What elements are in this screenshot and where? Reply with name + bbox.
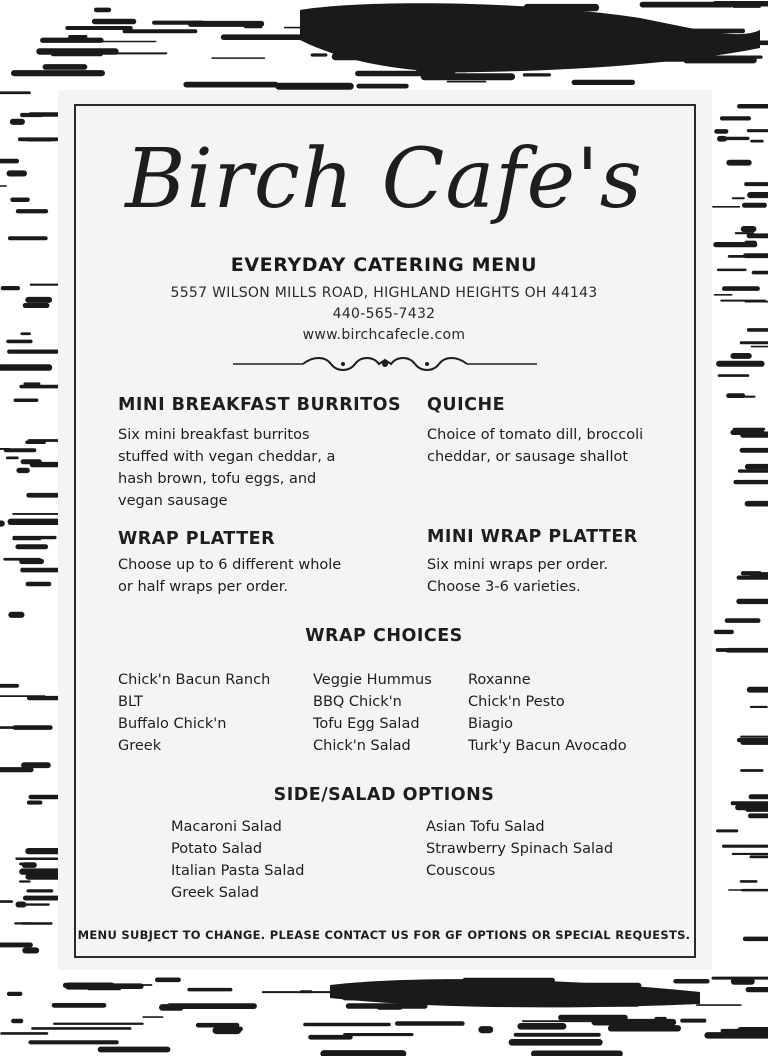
bark-streak [717,269,747,272]
bark-streak [738,469,768,472]
ornamental-flourish-icon [233,354,537,374]
side-salad-title: SIDE/SALAD OPTIONS [273,785,495,805]
bark-streak [395,1021,465,1026]
bark-streak [99,41,157,43]
bark-streak [558,1015,628,1021]
bark-streak [155,978,181,983]
bark-streak [728,396,756,398]
bark-streak [19,385,62,389]
bark-streak [531,1051,623,1056]
list-item: Chick'n Pesto [468,694,565,710]
bark-streak [0,900,13,903]
bark-streak [188,21,264,27]
desc-line: vegan sausage [118,493,228,509]
wrap-choices-column-1 [118,669,270,757]
bark-streak [743,253,768,258]
bark-streak [25,297,52,303]
bark-streak [730,353,751,359]
bark-streak [743,937,768,942]
list-item: Strawberry Spinach Salad [426,841,614,857]
bark-streak [647,1023,669,1028]
bark-streak [0,521,5,527]
bark-streak [6,457,19,460]
side-salad-column-1 [171,816,305,904]
desc-line: Six mini breakfast burritos [118,427,310,443]
bark-streak [741,571,762,575]
list-item: Macaroni Salad [171,819,282,835]
bark-streak [52,1003,107,1008]
bark-streak [31,1027,131,1030]
bark-streak [8,236,48,240]
bark-streak [183,82,278,88]
desc-line: or half wraps per order. [118,579,288,595]
bark-streak [722,286,760,291]
bark-streak [16,209,48,213]
section-title-mini-breakfast-burritos: MINI BREAKFAST BURRITOS [118,395,402,415]
bark-streak [142,1016,163,1018]
bark-streak [720,116,751,120]
list-item: Chick'n Salad [313,738,411,754]
bark-streak [680,1019,706,1023]
bark-streak [716,829,738,832]
bark-streak [0,91,31,94]
bark-streak [732,197,745,199]
bark-streak [747,687,768,693]
bark-streak [725,618,761,623]
bark-streak [745,464,768,470]
bark-streak [731,978,755,985]
list-item: Greek Salad [171,885,259,901]
bark-streak [740,448,768,453]
bark-streak [28,1040,118,1044]
bark-streak [733,428,766,431]
bark-streak [747,328,768,332]
bark-streak [0,159,19,164]
bark-streak [572,80,635,85]
bark-streak [1,286,20,290]
bark-streak [745,501,768,507]
bark-streak [92,19,137,24]
bark-streak [716,648,744,652]
bark-streak [722,845,768,848]
bark-streak [718,374,750,377]
section-title-quiche: QUICHE [427,395,506,415]
bark-streak [751,346,768,348]
bark-streak [744,182,768,186]
bark-streak [730,430,764,435]
bark-streak [262,991,331,993]
bark-streak [750,855,768,858]
bark-streak [713,242,757,247]
address-text: 5557 WILSON MILLS ROAD, HIGHLAND HEIGHTS OH 44143 [170,285,598,301]
bark-streak [747,806,766,810]
side-salad-column-2 [426,816,613,882]
bark-streak [53,1023,144,1025]
bark-streak [740,880,758,883]
bark-streak [741,226,757,232]
section-desc-wrap-platter [118,554,341,598]
bark-streak [735,232,754,234]
bark-streak [737,738,768,742]
bark-streak [187,988,232,992]
bark-streak [733,480,768,484]
bark-streak [303,1023,391,1027]
bark-streak [343,1033,413,1036]
bark-streak [98,1047,171,1053]
bark-streak [749,794,768,799]
bark-streak [196,1023,240,1028]
bark-streak [51,54,102,56]
bark-streak [22,862,37,868]
bark-streak [714,294,733,296]
desc-line: stuffed with vegan cheddar, a [118,449,336,465]
list-item: Roxanne [468,672,531,688]
bark-streak [737,576,768,580]
section-title-mini-wrap-platter: MINI WRAP PLATTER [427,527,638,547]
bark-streak [25,441,46,445]
bark-streak [0,1032,48,1035]
bark-streak [750,706,768,708]
wrap-choices-title: WRAP CHOICES [305,626,463,646]
bark-streak [26,582,52,587]
bark-streak [673,979,709,984]
section-title-wrap-platter: WRAP PLATTER [118,529,276,549]
bark-streak [356,84,408,89]
bark-streak [523,73,551,76]
bark-streak [696,1004,742,1006]
bark-streak [22,947,39,953]
bark-streak [94,8,111,13]
bark-streak [728,889,768,891]
bark-streak [747,192,768,198]
bark-streak [7,992,23,996]
bark-streak [732,853,768,855]
desc-line: Choose up to 6 different whole [118,557,342,573]
bark-streak [15,544,48,549]
footer-note: MENU SUBJECT TO CHANGE. PLEASE CONTACT US FOR GF OPTIONS OR SPECIAL REQUESTS. [77,928,691,942]
bark-streak [608,1025,681,1031]
bark-streak [13,725,53,730]
bark-streak [14,922,33,924]
bark-streak [712,206,740,208]
list-item: Tofu Egg Salad [313,716,420,732]
bark-streak [26,138,52,141]
list-item: Potato Salad [171,841,263,857]
bark-streak [4,448,36,452]
bark-streak [27,801,43,805]
bark-streak [8,612,24,618]
bark-streak [23,303,50,308]
bark-streak [712,1,768,7]
bark-streak [7,367,17,369]
bark-streak [0,943,33,948]
bark-streak [13,536,57,539]
bark-streak [7,350,59,354]
desc-line: Six mini wraps per order. [427,557,609,573]
bark-streak [740,341,768,344]
website-link[interactable]: www.birchcafecle.com [302,327,466,343]
bark-streak [6,340,32,344]
section-desc-quiche [427,424,643,468]
bark-streak [737,104,768,109]
bark-streak [16,902,27,908]
bark-streak [8,519,61,525]
bark-streak [745,301,768,303]
bark-streak [509,1039,603,1046]
bark-streak [27,889,54,892]
bark-streak [514,1033,601,1037]
list-item: Asian Tofu Salad [426,819,545,835]
bark-streak [10,198,30,203]
list-item: Turk'y Bacun Avocado [468,738,627,754]
list-item: Veggie Hummus [313,672,432,688]
bark-streak [0,185,7,187]
list-item: Couscous [426,863,496,879]
bark-streak [16,468,29,473]
phone-text[interactable]: 440-565-7432 [332,306,436,322]
bark-streak [704,1032,768,1039]
bark-streak [714,129,728,134]
list-item: BBQ Chick'n [313,694,402,710]
bark-streak [275,83,354,90]
bark-streak [11,1019,23,1024]
bark-knot [330,979,700,1007]
bark-streak [750,140,764,143]
bark-streak [740,769,763,772]
wrap-choices-column-3 [468,669,627,757]
list-item: BLT [118,694,143,710]
menu-title: EVERYDAY CATERING MENU [230,254,538,276]
desc-line: Choice of tomato dill, broccoli [427,427,644,443]
bark-streak [211,57,265,59]
list-item: Biagio [468,716,513,732]
bark-streak [10,119,25,125]
bark-streak [311,53,328,56]
list-item: Chick'n Bacun Ranch [118,672,271,688]
bark-streak [221,34,302,40]
bark-streak [421,73,515,80]
bark-streak [747,129,768,132]
list-item: Buffalo Chick'n [118,716,227,732]
bark-streak [740,736,768,738]
bark-streak [123,29,198,33]
list-item: Greek [118,738,162,754]
bark-streak [742,203,767,208]
bark-streak [65,983,115,990]
bark-streak [746,987,768,992]
bark-streak [726,160,751,166]
bark-streak [19,880,31,882]
bark-streak [714,630,734,634]
list-item: Italian Pasta Salad [171,863,305,879]
bark-streak [20,332,31,335]
bark-streak [748,813,768,818]
bark-streak [478,1026,493,1033]
bark-streak [517,1023,566,1030]
bark-streak [320,1050,406,1056]
desc-line: cheddar, or sausage shallot [427,449,629,465]
bark-streak [11,70,105,76]
cafe-logo: Birch Cafe's [125,132,643,227]
bark-streak [752,271,768,275]
bark-streak [447,81,487,83]
desc-line: hash brown, tofu eggs, and [118,471,317,487]
bark-streak [716,361,765,367]
bark-streak [14,399,39,403]
bark-streak [65,26,132,30]
bark-streak [40,38,104,43]
section-desc-mini-breakfast-burritos [118,424,335,512]
bark-streak [43,64,88,70]
section-desc-mini-wrap-platter [427,554,608,598]
bark-streak [7,170,28,176]
bark-streak [21,762,51,768]
wrap-choices-column-2 [313,669,432,757]
bark-streak [3,558,41,561]
bark-streak [20,568,61,573]
bark-streak [0,695,45,697]
bark-streak [0,684,19,688]
desc-line: Choose 3-6 varieties. [427,579,581,595]
bark-streak [167,1003,257,1009]
bark-streak [718,137,749,140]
bark-streak [736,599,768,604]
